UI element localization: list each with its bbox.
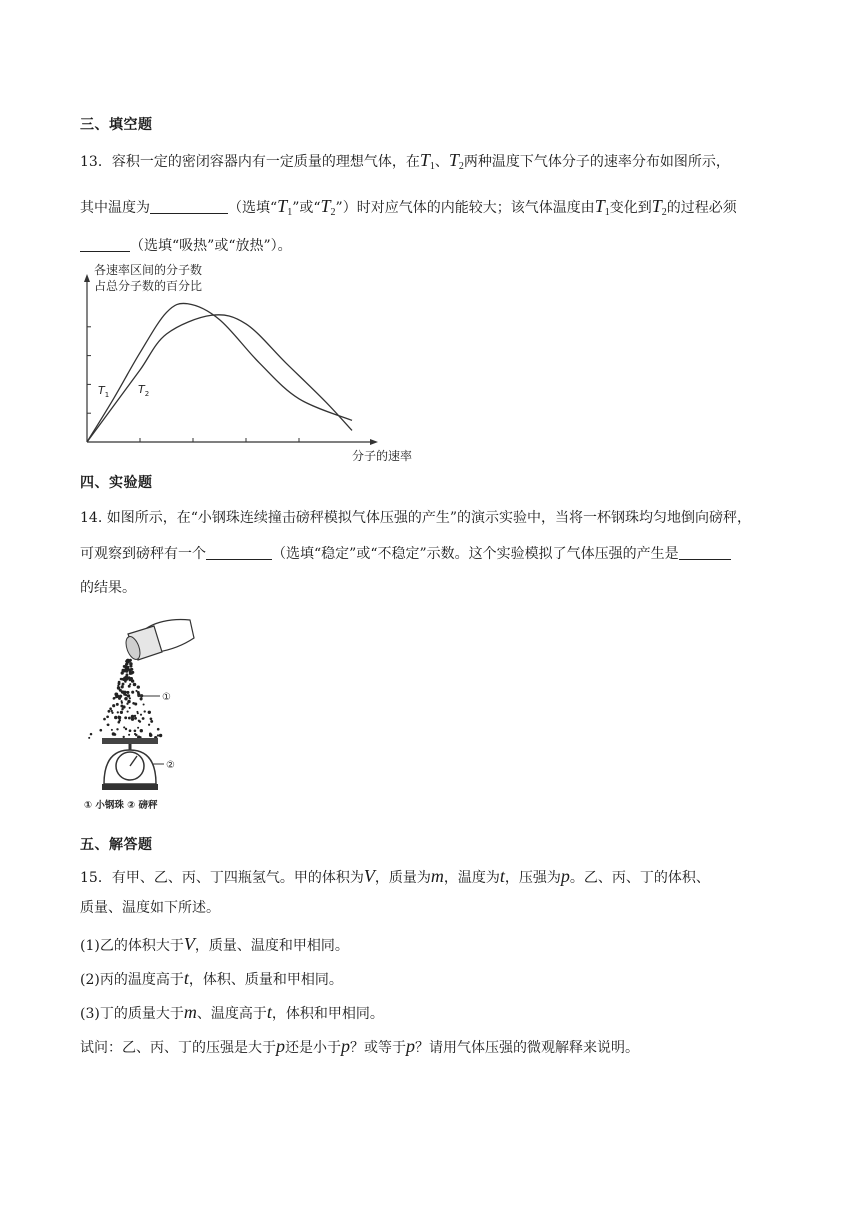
steel-ball <box>113 697 116 700</box>
steel-ball <box>128 676 131 679</box>
steel-ball <box>123 691 126 694</box>
steel-ball <box>129 707 131 709</box>
steel-ball <box>129 683 131 685</box>
chart-ylabel-1: 各速率区间的分子数 <box>94 263 203 277</box>
steel-ball <box>107 724 110 727</box>
steel-ball <box>124 716 127 719</box>
steel-ball <box>122 683 125 686</box>
steel-ball <box>128 734 130 736</box>
steel-ball <box>136 711 138 713</box>
q15-item-2: (2)丙的温度高于t，体积、质量和甲相同。 <box>80 968 343 988</box>
q13-blank-2[interactable] <box>80 237 130 252</box>
q13-blank-1[interactable] <box>150 199 228 214</box>
steel-ball <box>129 729 132 732</box>
steel-ball <box>111 729 113 731</box>
steel-ball <box>137 727 139 729</box>
fig-mark-2: ② <box>166 760 175 771</box>
steel-ball <box>137 685 140 688</box>
curve-T2 <box>87 315 352 442</box>
steel-ball <box>121 685 124 688</box>
chart-ylabel-2: 占总分子数的百分比 <box>94 279 203 293</box>
steel-ball <box>127 666 129 668</box>
steel-ball <box>148 711 151 714</box>
curve-T1 <box>87 303 352 442</box>
q13-line-2: 其中温度为 （选填“$T_1$”或“$T_2$”）时对应气体的内能较大；该气体温度由$T_1$变化到$T_2$的过程必须 <box>80 196 737 218</box>
steel-ball <box>109 707 112 710</box>
steel-ball <box>118 715 120 717</box>
q14-blank-2[interactable] <box>679 545 731 560</box>
q15-question: 试问：乙、丙、丁的压强是大于p还是小于p？或等于p？请用气体压强的微观解释来说明。 <box>80 1036 639 1056</box>
steel-ball <box>129 668 132 671</box>
steel-ball <box>125 660 127 662</box>
steel-ball <box>119 695 122 698</box>
scale-plate <box>102 738 158 744</box>
steel-ball <box>157 734 159 736</box>
steel-ball <box>143 703 145 705</box>
steel-ball <box>106 715 109 718</box>
steel-ball <box>90 733 93 736</box>
steel-ball <box>112 704 115 707</box>
steel-ball <box>123 726 125 728</box>
steel-ball <box>157 728 160 731</box>
steel-ball <box>112 732 115 735</box>
section-heading-experiment: 四、实验题 <box>80 475 153 491</box>
chart-y-arrow <box>84 274 90 282</box>
steel-ball <box>140 697 143 700</box>
section-heading-answer: 五、解答题 <box>80 837 153 853</box>
q14-line-3: 的结果。 <box>80 580 136 596</box>
steel-ball <box>123 736 125 738</box>
steel-ball <box>125 663 128 666</box>
steel-ball <box>118 681 121 684</box>
q15-line-1: 15．有甲、乙、丙、丁四瓶氢气。甲的体积为V，质量为m，温度为t，压强为p。乙、丙、丁的体积、 <box>80 866 710 886</box>
fig-mark-1: ① <box>162 692 171 703</box>
steel-ball <box>108 710 111 713</box>
steel-ball <box>121 700 123 702</box>
q14-blank-1[interactable] <box>206 545 272 560</box>
steel-ball <box>117 695 120 698</box>
steel-ball <box>120 705 123 708</box>
steel-ball <box>116 728 118 730</box>
q15-line-2: 质量、温度如下所述。 <box>80 900 220 916</box>
steel-ball <box>117 685 119 687</box>
steel-ball <box>144 710 146 712</box>
steel-ball <box>129 672 131 674</box>
section-heading-fill: 三、填空题 <box>80 117 153 133</box>
steel-ball <box>129 697 131 699</box>
q13-line-3: （选填“吸热”或“放热”）。 <box>80 236 292 256</box>
steel-ball <box>148 724 150 726</box>
q15-item-3: (3)丁的质量大于m、温度高于t，体积和甲相同。 <box>80 1002 384 1022</box>
q14-line-2: 可观察到磅秤有一个 （选填“稳定”或“不稳定”示数。这个实验模拟了气体压强的产生是 <box>80 544 731 564</box>
steel-ball <box>125 728 127 730</box>
steel-ball <box>129 659 132 662</box>
steel-ball <box>125 669 128 672</box>
q13-line-1: 13．容积一定的密闭容器内有一定质量的理想气体，在$T_1$、$T_2$两种温度下气体分子的速率分布如图所示， <box>80 150 730 172</box>
steel-ball <box>116 703 119 706</box>
steel-balls <box>88 659 162 740</box>
chart-xlabel: 分子的速率 <box>352 449 413 462</box>
steel-ball <box>134 733 136 735</box>
steel-ball <box>131 691 134 694</box>
steel-ball <box>150 717 153 720</box>
steel-ball <box>131 718 134 721</box>
steel-ball <box>125 697 128 700</box>
steel-ball <box>130 665 132 667</box>
steel-ball <box>140 729 143 732</box>
steel-ball <box>127 700 131 704</box>
scale-base <box>102 784 158 790</box>
steel-ball <box>135 690 137 692</box>
var-T2: $T_2$ <box>448 150 464 172</box>
var-T1: $T_1$ <box>419 150 435 172</box>
steel-ball <box>117 711 119 713</box>
steel-ball <box>142 717 145 720</box>
steel-ball <box>123 678 126 681</box>
steel-ball <box>134 729 137 732</box>
steel-ball <box>120 711 123 714</box>
q14-line-1: 14. 如图所示，在“小钢珠连续撞击磅秤模拟气体压强的产生”的演示实验中，当将一杯钢珠均匀地倒向磅秤， <box>80 510 752 526</box>
steel-ball <box>127 711 129 713</box>
steel-ball <box>127 694 130 697</box>
steel-ball <box>88 737 90 739</box>
steel-ball <box>138 720 140 722</box>
steel-ball <box>121 708 123 710</box>
steel-ball <box>134 717 137 720</box>
steel-ball <box>128 717 131 720</box>
steel-ball <box>133 683 137 687</box>
steel-ball <box>117 721 120 724</box>
chart-x-arrow <box>370 439 378 445</box>
steel-ball <box>140 714 142 716</box>
speed-distribution-chart <box>80 262 420 462</box>
steel-ball <box>119 689 122 692</box>
steel-ball <box>111 712 113 714</box>
steel-ball <box>122 669 125 672</box>
steel-ball <box>103 718 106 721</box>
steel-ball <box>99 729 102 732</box>
steel-ball <box>114 716 118 720</box>
q15-item-1: (1)乙的体积大于V，质量、温度和甲相同。 <box>80 934 349 954</box>
steel-ball <box>150 720 153 723</box>
steel-ball <box>134 702 137 705</box>
steel-ball-scale-figure <box>82 616 202 812</box>
curve-label-T1: $T_1$ <box>98 384 110 399</box>
steel-ball <box>126 691 129 694</box>
steel-ball <box>159 734 162 737</box>
fig-caption: ① 小钢珠 ② 磅秤 <box>84 800 158 811</box>
steel-ball <box>149 734 152 737</box>
curve-label-T2: $T_2$ <box>138 383 150 398</box>
